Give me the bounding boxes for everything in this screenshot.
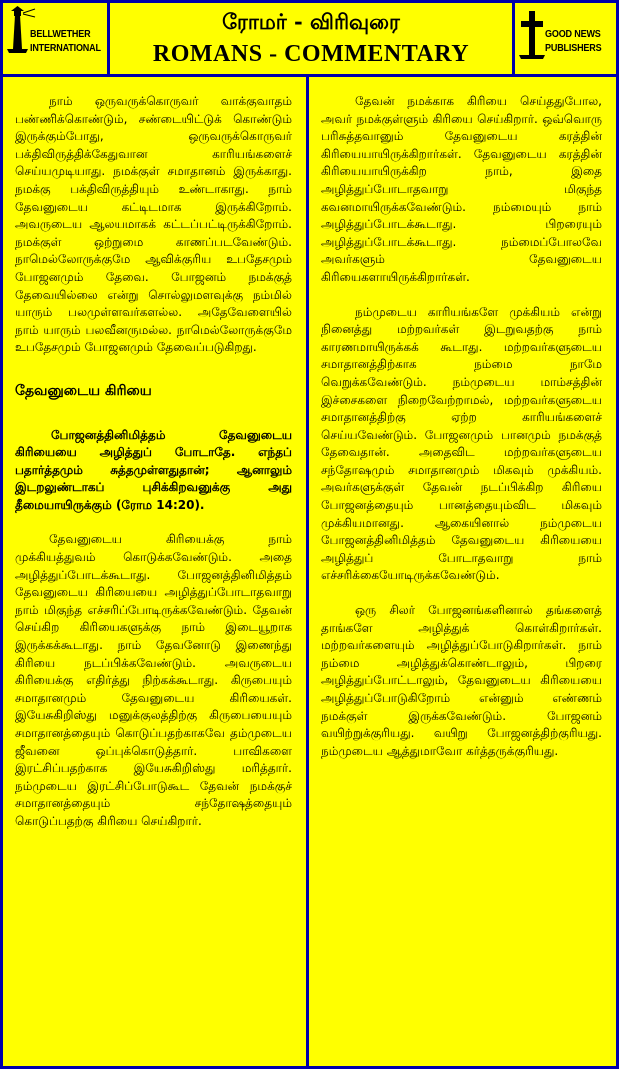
- left-logo-line1: BELLWETHER: [30, 28, 91, 40]
- right-paragraph-3: ஒரு சிலர் போஜனங்களினால் தங்களைத் தாங்களே அழித்துக் கொள்கிறார்கள். மற்றவர்களையும் அழித்துப்போடுகிறார்கள். நாம் நம்மை அழித்துக்கொண்டாலும், பிறரை அழித்துப்போட்டாலும், தேவனுடைய கிரியையை அழித்துப்போடுகிறோம் என்னும் எண்ணம் நமக்குள் இருக்கவேண்டும். போஜனம் வயிற்றுக்குரியது. வயிறு போஜனத்திற்குரியது. நம்முடைய ஆத்துமாவோ கர்த்தருக்குரியது.: [321, 603, 602, 758]
- section-heading: தேவனுடைய கிரியை: [15, 382, 152, 399]
- left-column: [3, 77, 309, 1066]
- title-tamil: ரோமர் - விரிவுரை: [222, 9, 400, 34]
- left-logo-line2: INTERNATIONAL: [30, 42, 101, 54]
- good-news-logo: [512, 3, 616, 74]
- page-header: [3, 3, 616, 77]
- title-area: [110, 3, 512, 74]
- verse-reference: (ரோம 14:20).: [115, 497, 205, 512]
- left-paragraph-1: நாம் ஒருவருக்கொருவர் வாக்குவாதம் பண்ணிக்கொண்டும், சண்டையிட்டுக் கொண்டும் இருக்கும்போது, ஒருவருக்கொருவர் பக்திவிருத்திக்கேதுவான காரியங்களைச் செய்யமுடியாது. நமக்குள் சமாதானம் இருக்காது. நமக்கு பக்திவிருத்தியும் உண்டாகாது. நாம் தேவனுடைய கட்டிடமாக இருக்கிறோம். அவருடைய ஆலயமாகக் கட்டப்பட்டிருக்கிறோம். நமக்குள் ஒற்றுமை காணப்படவேண்டும். நாமெல்லோருக்குமே ஆவிக்குரிய உபதேசமும் போஜனமும் தேவை. போஜனம் நமக்குத் தேவையில்லை என்று சொல்லுமளவுக்கு நம்மில் யாரும் பலமுள்ளவர்களல்ல. அதேவேளையில் நாம் யாரும் பலவீனருமல்ல. நாமெல்லோருக்குமே உபதேசமும் போஜனமும் தேவைப்படுகிறது.: [15, 94, 292, 355]
- content-columns: [3, 77, 616, 1066]
- right-logo-line1: GOOD NEWS: [545, 28, 601, 40]
- verse-text: போஜனத்தினிமித்தம் தேவனுடைய கிரியையை அழித்துப் போடாதே. எந்தப் பதார்த்தமும் சுத்தமுள்ளதுதான்; ஆனாலும் இடறலுண்டாகப் புசிக்கிறவனுக்கு அது தீமையாயிருக்கும்: [15, 427, 292, 512]
- verse-quote: [15, 427, 292, 515]
- right-column: [309, 77, 616, 1066]
- right-logo-line2: PUBLISHERS: [545, 42, 602, 54]
- right-paragraph-1: தேவன் நமக்காக கிரியை செய்ததுபோல, அவர் நமக்குள்ளும் கிரியை செய்கிறார். ஒவ்வொரு பரிசுத்தவானும் தேவனுடைய கரத்தின் கிரியையாயிருக்கிறார்கள். தேவனுடைய கரத்தின் கிரியையாயிருக்கிற நாம், இதை அழித்துப்போடாதவாறு மிகுந்த கவனமாயிருக்கவேண்டும். நம்மையும் நாம் அழித்துப்போடக்கூடாது. பிறரையும் அழித்துப்போடக்கூடாது. நம்மைப்போலவே அவர்களும் தேவனுடைய கிரியைகளாயிருக்கிறார்கள்.: [321, 94, 602, 284]
- bellwether-logo: [3, 3, 110, 74]
- right-paragraph-2: நம்முடைய காரியங்களே முக்கியம் என்று நினைத்து மற்றவர்கள் இடறுவதற்கு நாம் காரணமாயிருக்கக் கூடாது. மற்றவர்களுடைய சமாதானத்திற்காக நம்மை நாமே வெறுக்கவேண்டும். நம்முடைய மாம்சத்தின் இச்சைகளை நிறைவேற்றாமல், மற்றவர்களுடைய சமாதானத்திற்கு ஏற்ற காரியங்களைச் செய்யவேண்டும். போஜனமும் பானமும் நமக்குத் தேவைதான். அதைவிட மற்றவர்களுடைய சந்தோஷமும் சமாதானமும் மிகவும் முக்கியம். அவர்களுக்குள் தேவன் நடப்பிக்கிற கிரியை போஜனத்தையும் பானத்தையும்விட மிகவும் முக்கியமானது. ஆகையினால் நம்முடைய போஜனத்தினிமித்தம் தேவனுடைய கிரியையை அழித்துப் போடாதவாறு நாம் எச்சரிக்கையோடிருக்கவேண்டும்.: [321, 304, 602, 583]
- left-paragraph-2: தேவனுடைய கிரியைக்கு நாம் முக்கியத்துவம் கொடுக்கவேண்டும். அதை அழித்துப்போடக்கூடாது. போஜனத்தினிமித்தம் தேவனுடைய கிரியையை அழித்துப்போடாதவாறு நாம் மிகுந்த எச்சரிப்போடிருக்கவேண்டும். தேவன் செய்கிற கிரியைகளுக்கு நாம் இடையூறாக இருக்கக்கூடாது. நாம் தேவனோடு இணைந்து கிரியை நடப்பிக்கவேண்டும். அவருடைய கிரியைக்கு எதிர்த்து நிற்கக்கூடாது. கிருபையும் சமாதானமும் தேவனுடைய கிரியைகள். இயேசுகிறிஸ்து மனுக்குலத்திற்கு கிருபையையும் சமாதானத்தையும் கொடுப்பதற்காகவே தம்முடைய ஜீவனை ஒப்புக்கொடுத்தார். பாவிகளை இரட்சிப்பதற்காக இயேசுகிறிஸ்து மரித்தார். நம்முடைய இரட்சிப்போடுகூட தேவன் நமக்குச் சமாதானத்தையும் சந்தோஷத்தையும் கொடுப்பதற்கு கிரியை செய்கிறார்.: [15, 532, 292, 828]
- title-english: ROMANS - COMMENTARY: [152, 41, 470, 67]
